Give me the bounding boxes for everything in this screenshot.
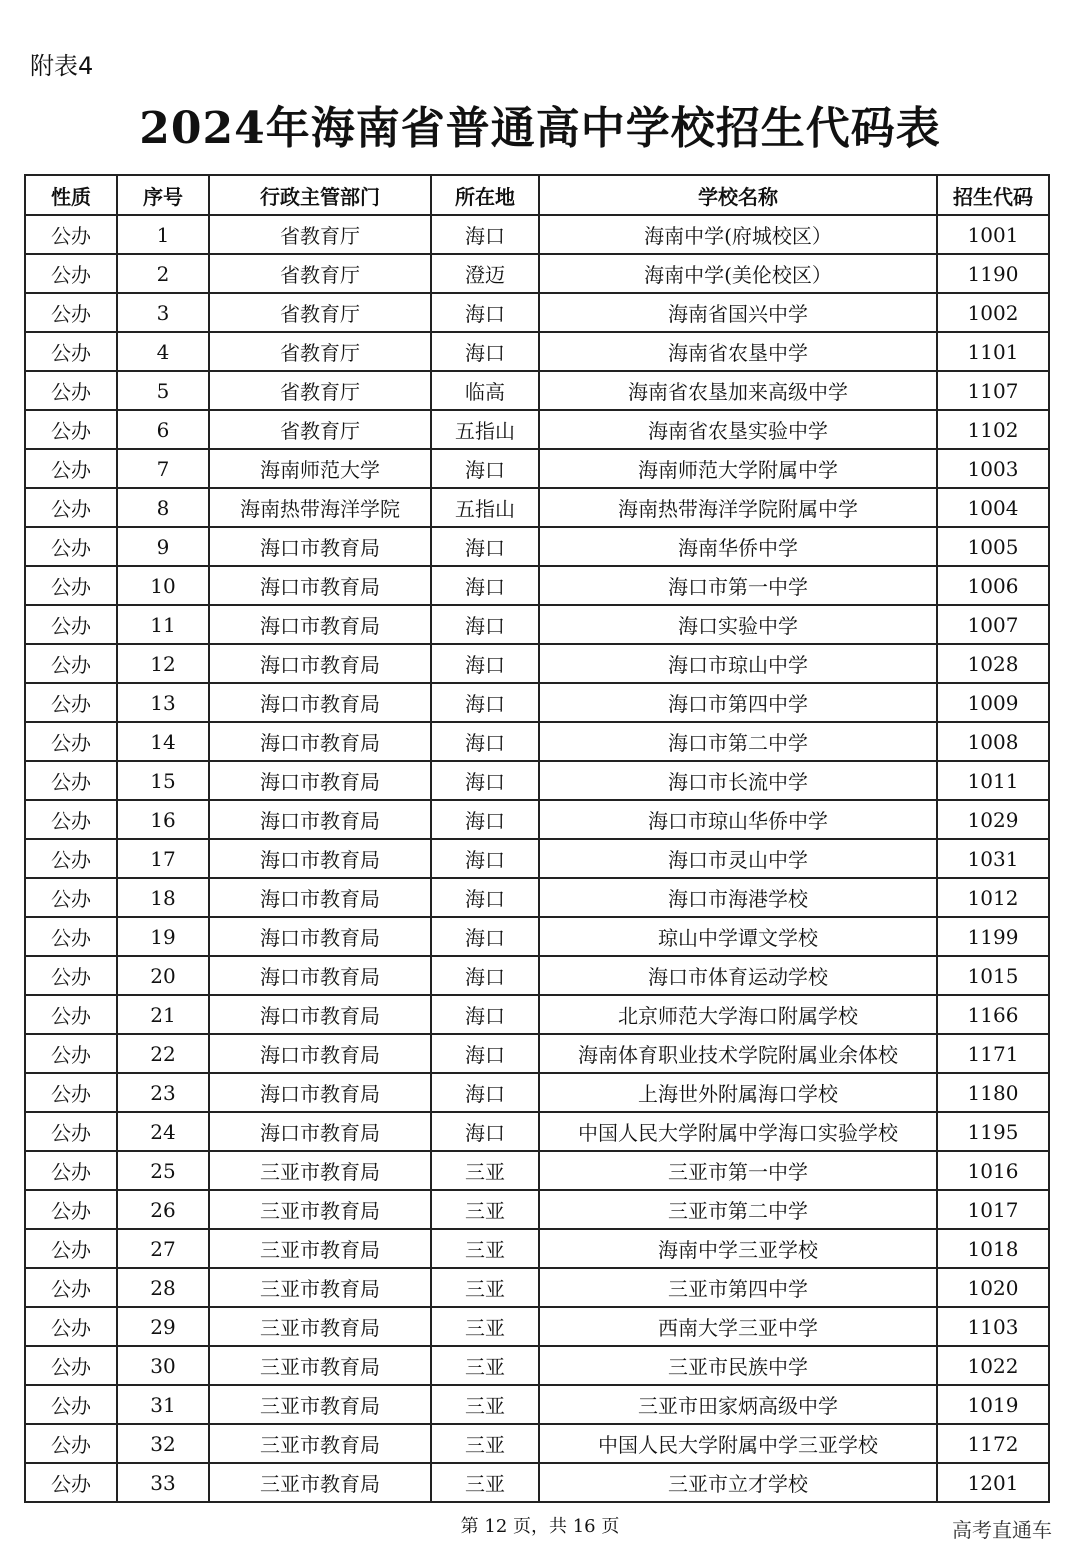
cell-department: 省教育厅 bbox=[209, 293, 431, 332]
table-row bbox=[25, 527, 1049, 566]
cell-code: 1008 bbox=[937, 722, 1049, 761]
cell-school-name: 海南省农垦加来高级中学 bbox=[539, 371, 937, 410]
table-row bbox=[25, 1268, 1049, 1307]
table-row bbox=[25, 995, 1049, 1034]
cell-nature: 公办 bbox=[25, 1034, 117, 1073]
cell-school-name: 琼山中学谭文学校 bbox=[539, 917, 937, 956]
header-index: 序号 bbox=[117, 175, 209, 215]
cell-code: 1001 bbox=[937, 215, 1049, 254]
cell-school-name: 海口市长流中学 bbox=[539, 761, 937, 800]
cell-index: 26 bbox=[117, 1190, 209, 1229]
cell-department: 省教育厅 bbox=[209, 254, 431, 293]
cell-index: 4 bbox=[117, 332, 209, 371]
cell-nature: 公办 bbox=[25, 644, 117, 683]
cell-index: 21 bbox=[117, 995, 209, 1034]
cell-school-name: 海口市琼山华侨中学 bbox=[539, 800, 937, 839]
table-row bbox=[25, 722, 1049, 761]
cell-location: 三亚 bbox=[431, 1307, 539, 1346]
cell-index: 5 bbox=[117, 371, 209, 410]
cell-index: 16 bbox=[117, 800, 209, 839]
cell-department: 海口市教育局 bbox=[209, 1034, 431, 1073]
cell-department: 海口市教育局 bbox=[209, 995, 431, 1034]
cell-department: 海口市教育局 bbox=[209, 761, 431, 800]
cell-code: 1166 bbox=[937, 995, 1049, 1034]
cell-school-name: 海口市灵山中学 bbox=[539, 839, 937, 878]
table-row bbox=[25, 371, 1049, 410]
cell-school-name: 中国人民大学附属中学三亚学校 bbox=[539, 1424, 937, 1463]
cell-nature: 公办 bbox=[25, 878, 117, 917]
table-row bbox=[25, 410, 1049, 449]
cell-index: 20 bbox=[117, 956, 209, 995]
cell-index: 22 bbox=[117, 1034, 209, 1073]
cell-school-name: 海南热带海洋学院附属中学 bbox=[539, 488, 937, 527]
cell-code: 1101 bbox=[937, 332, 1049, 371]
cell-nature: 公办 bbox=[25, 371, 117, 410]
table-row bbox=[25, 254, 1049, 293]
cell-nature: 公办 bbox=[25, 1424, 117, 1463]
table-row bbox=[25, 488, 1049, 527]
cell-nature: 公办 bbox=[25, 1151, 117, 1190]
cell-nature: 公办 bbox=[25, 566, 117, 605]
cell-code: 1002 bbox=[937, 293, 1049, 332]
cell-nature: 公办 bbox=[25, 1463, 117, 1502]
cell-department: 三亚市教育局 bbox=[209, 1229, 431, 1268]
cell-location: 临高 bbox=[431, 371, 539, 410]
header-department: 行政主管部门 bbox=[209, 175, 431, 215]
table-row bbox=[25, 1385, 1049, 1424]
appendix-label: 附表4 bbox=[30, 52, 94, 80]
cell-department: 海口市教育局 bbox=[209, 956, 431, 995]
cell-location: 五指山 bbox=[431, 410, 539, 449]
cell-code: 1107 bbox=[937, 371, 1049, 410]
header-nature: 性质 bbox=[25, 175, 117, 215]
cell-school-name: 三亚市第四中学 bbox=[539, 1268, 937, 1307]
cell-department: 三亚市教育局 bbox=[209, 1190, 431, 1229]
cell-department: 三亚市教育局 bbox=[209, 1307, 431, 1346]
cell-index: 13 bbox=[117, 683, 209, 722]
cell-code: 1003 bbox=[937, 449, 1049, 488]
cell-nature: 公办 bbox=[25, 1268, 117, 1307]
cell-index: 25 bbox=[117, 1151, 209, 1190]
cell-location: 三亚 bbox=[431, 1229, 539, 1268]
header-location: 所在地 bbox=[431, 175, 539, 215]
cell-nature: 公办 bbox=[25, 839, 117, 878]
cell-school-name: 上海世外附属海口学校 bbox=[539, 1073, 937, 1112]
cell-school-name: 海口市海港学校 bbox=[539, 878, 937, 917]
cell-department: 海口市教育局 bbox=[209, 722, 431, 761]
cell-school-name: 海口市第一中学 bbox=[539, 566, 937, 605]
cell-school-name: 海南省农垦实验中学 bbox=[539, 410, 937, 449]
cell-location: 三亚 bbox=[431, 1151, 539, 1190]
table-row bbox=[25, 917, 1049, 956]
cell-index: 23 bbox=[117, 1073, 209, 1112]
cell-location: 海口 bbox=[431, 527, 539, 566]
cell-department: 三亚市教育局 bbox=[209, 1385, 431, 1424]
cell-code: 1171 bbox=[937, 1034, 1049, 1073]
table-row bbox=[25, 761, 1049, 800]
cell-location: 三亚 bbox=[431, 1268, 539, 1307]
table-header-row bbox=[25, 175, 1049, 215]
cell-location: 海口 bbox=[431, 605, 539, 644]
table-row bbox=[25, 1346, 1049, 1385]
cell-location: 海口 bbox=[431, 1073, 539, 1112]
cell-location: 三亚 bbox=[431, 1463, 539, 1502]
cell-nature: 公办 bbox=[25, 1073, 117, 1112]
table-row bbox=[25, 449, 1049, 488]
cell-index: 6 bbox=[117, 410, 209, 449]
cell-nature: 公办 bbox=[25, 761, 117, 800]
cell-nature: 公办 bbox=[25, 1385, 117, 1424]
cell-location: 海口 bbox=[431, 800, 539, 839]
cell-code: 1195 bbox=[937, 1112, 1049, 1151]
table-row bbox=[25, 566, 1049, 605]
table-row bbox=[25, 800, 1049, 839]
cell-index: 14 bbox=[117, 722, 209, 761]
cell-code: 1017 bbox=[937, 1190, 1049, 1229]
cell-school-name: 三亚市立才学校 bbox=[539, 1463, 937, 1502]
cell-code: 1031 bbox=[937, 839, 1049, 878]
cell-location: 海口 bbox=[431, 995, 539, 1034]
cell-nature: 公办 bbox=[25, 332, 117, 371]
cell-code: 1022 bbox=[937, 1346, 1049, 1385]
cell-index: 7 bbox=[117, 449, 209, 488]
cell-nature: 公办 bbox=[25, 722, 117, 761]
cell-school-name: 海口市第四中学 bbox=[539, 683, 937, 722]
cell-nature: 公办 bbox=[25, 683, 117, 722]
table-row bbox=[25, 878, 1049, 917]
cell-index: 3 bbox=[117, 293, 209, 332]
cell-index: 8 bbox=[117, 488, 209, 527]
cell-department: 海口市教育局 bbox=[209, 1112, 431, 1151]
cell-nature: 公办 bbox=[25, 1190, 117, 1229]
cell-school-name: 三亚市田家炳高级中学 bbox=[539, 1385, 937, 1424]
cell-code: 1016 bbox=[937, 1151, 1049, 1190]
table-row bbox=[25, 1073, 1049, 1112]
cell-code: 1011 bbox=[937, 761, 1049, 800]
cell-nature: 公办 bbox=[25, 800, 117, 839]
cell-index: 19 bbox=[117, 917, 209, 956]
cell-location: 海口 bbox=[431, 722, 539, 761]
cell-department: 省教育厅 bbox=[209, 410, 431, 449]
cell-nature: 公办 bbox=[25, 449, 117, 488]
cell-location: 五指山 bbox=[431, 488, 539, 527]
page-title: 2024年海南省普通高中学校招生代码表 bbox=[139, 103, 941, 154]
cell-department: 海南热带海洋学院 bbox=[209, 488, 431, 527]
cell-location: 海口 bbox=[431, 839, 539, 878]
cell-department: 海口市教育局 bbox=[209, 917, 431, 956]
cell-nature: 公办 bbox=[25, 215, 117, 254]
cell-location: 三亚 bbox=[431, 1424, 539, 1463]
cell-nature: 公办 bbox=[25, 1112, 117, 1151]
cell-school-name: 中国人民大学附属中学海口实验学校 bbox=[539, 1112, 937, 1151]
cell-location: 三亚 bbox=[431, 1385, 539, 1424]
table-row bbox=[25, 215, 1049, 254]
cell-index: 24 bbox=[117, 1112, 209, 1151]
cell-location: 海口 bbox=[431, 878, 539, 917]
table-row bbox=[25, 683, 1049, 722]
cell-location: 海口 bbox=[431, 1112, 539, 1151]
cell-department: 海口市教育局 bbox=[209, 527, 431, 566]
table-row bbox=[25, 332, 1049, 371]
header-school-name: 学校名称 bbox=[539, 175, 937, 215]
cell-school-name: 海南体育职业技术学院附属业余体校 bbox=[539, 1034, 937, 1073]
cell-school-name: 三亚市民族中学 bbox=[539, 1346, 937, 1385]
cell-school-name: 海南中学(府城校区） bbox=[539, 215, 937, 254]
cell-school-name: 海南省农垦中学 bbox=[539, 332, 937, 371]
cell-code: 1199 bbox=[937, 917, 1049, 956]
cell-department: 海口市教育局 bbox=[209, 878, 431, 917]
cell-code: 1015 bbox=[937, 956, 1049, 995]
cell-school-name: 海南中学三亚学校 bbox=[539, 1229, 937, 1268]
cell-index: 12 bbox=[117, 644, 209, 683]
table-row bbox=[25, 293, 1049, 332]
cell-code: 1009 bbox=[937, 683, 1049, 722]
cell-index: 18 bbox=[117, 878, 209, 917]
cell-index: 1 bbox=[117, 215, 209, 254]
cell-nature: 公办 bbox=[25, 917, 117, 956]
cell-index: 33 bbox=[117, 1463, 209, 1502]
cell-code: 1004 bbox=[937, 488, 1049, 527]
cell-school-name: 北京师范大学海口附属学校 bbox=[539, 995, 937, 1034]
cell-index: 29 bbox=[117, 1307, 209, 1346]
cell-code: 1007 bbox=[937, 605, 1049, 644]
cell-school-name: 海口市体育运动学校 bbox=[539, 956, 937, 995]
cell-index: 17 bbox=[117, 839, 209, 878]
table-row bbox=[25, 839, 1049, 878]
cell-nature: 公办 bbox=[25, 1307, 117, 1346]
cell-nature: 公办 bbox=[25, 527, 117, 566]
cell-code: 1102 bbox=[937, 410, 1049, 449]
cell-code: 1028 bbox=[937, 644, 1049, 683]
table-row bbox=[25, 1034, 1049, 1073]
cell-location: 海口 bbox=[431, 566, 539, 605]
cell-department: 海口市教育局 bbox=[209, 566, 431, 605]
cell-location: 海口 bbox=[431, 644, 539, 683]
cell-department: 省教育厅 bbox=[209, 215, 431, 254]
cell-school-name: 西南大学三亚中学 bbox=[539, 1307, 937, 1346]
cell-index: 11 bbox=[117, 605, 209, 644]
cell-department: 三亚市教育局 bbox=[209, 1151, 431, 1190]
cell-location: 海口 bbox=[431, 683, 539, 722]
table-row bbox=[25, 1424, 1049, 1463]
cell-nature: 公办 bbox=[25, 995, 117, 1034]
table-row bbox=[25, 644, 1049, 683]
cell-location: 海口 bbox=[431, 215, 539, 254]
cell-nature: 公办 bbox=[25, 293, 117, 332]
table-row bbox=[25, 1112, 1049, 1151]
cell-department: 省教育厅 bbox=[209, 371, 431, 410]
cell-index: 27 bbox=[117, 1229, 209, 1268]
page-footer: 第 12 页，共 16 页 bbox=[460, 1516, 620, 1537]
cell-index: 32 bbox=[117, 1424, 209, 1463]
cell-department: 海口市教育局 bbox=[209, 800, 431, 839]
cell-index: 9 bbox=[117, 527, 209, 566]
cell-school-name: 三亚市第二中学 bbox=[539, 1190, 937, 1229]
cell-location: 海口 bbox=[431, 332, 539, 371]
cell-school-name: 海南华侨中学 bbox=[539, 527, 937, 566]
cell-department: 三亚市教育局 bbox=[209, 1463, 431, 1502]
cell-location: 海口 bbox=[431, 449, 539, 488]
cell-location: 海口 bbox=[431, 761, 539, 800]
cell-location: 澄迈 bbox=[431, 254, 539, 293]
cell-location: 海口 bbox=[431, 917, 539, 956]
cell-location: 海口 bbox=[431, 1034, 539, 1073]
cell-index: 15 bbox=[117, 761, 209, 800]
table-row bbox=[25, 605, 1049, 644]
cell-index: 31 bbox=[117, 1385, 209, 1424]
cell-location: 三亚 bbox=[431, 1190, 539, 1229]
cell-index: 30 bbox=[117, 1346, 209, 1385]
cell-department: 省教育厅 bbox=[209, 332, 431, 371]
cell-department: 海口市教育局 bbox=[209, 683, 431, 722]
table-row bbox=[25, 1307, 1049, 1346]
cell-nature: 公办 bbox=[25, 956, 117, 995]
cell-location: 三亚 bbox=[431, 1346, 539, 1385]
cell-school-name: 海口市第二中学 bbox=[539, 722, 937, 761]
cell-department: 海南师范大学 bbox=[209, 449, 431, 488]
watermark: 高考直通车 bbox=[952, 1518, 1052, 1542]
cell-code: 1029 bbox=[937, 800, 1049, 839]
header-code: 招生代码 bbox=[937, 175, 1049, 215]
cell-nature: 公办 bbox=[25, 605, 117, 644]
cell-code: 1019 bbox=[937, 1385, 1049, 1424]
table-row bbox=[25, 1190, 1049, 1229]
cell-code: 1018 bbox=[937, 1229, 1049, 1268]
cell-department: 海口市教育局 bbox=[209, 644, 431, 683]
cell-code: 1103 bbox=[937, 1307, 1049, 1346]
cell-department: 三亚市教育局 bbox=[209, 1346, 431, 1385]
school-code-table bbox=[24, 174, 1050, 1503]
cell-code: 1190 bbox=[937, 254, 1049, 293]
cell-code: 1005 bbox=[937, 527, 1049, 566]
cell-nature: 公办 bbox=[25, 488, 117, 527]
cell-department: 海口市教育局 bbox=[209, 605, 431, 644]
table-row bbox=[25, 956, 1049, 995]
cell-code: 1012 bbox=[937, 878, 1049, 917]
cell-nature: 公办 bbox=[25, 1229, 117, 1268]
cell-code: 1006 bbox=[937, 566, 1049, 605]
cell-index: 10 bbox=[117, 566, 209, 605]
cell-code: 1172 bbox=[937, 1424, 1049, 1463]
cell-code: 1020 bbox=[937, 1268, 1049, 1307]
table-body bbox=[25, 215, 1049, 1502]
cell-location: 海口 bbox=[431, 956, 539, 995]
cell-nature: 公办 bbox=[25, 254, 117, 293]
cell-department: 海口市教育局 bbox=[209, 839, 431, 878]
cell-school-name: 海口市琼山中学 bbox=[539, 644, 937, 683]
table-row bbox=[25, 1151, 1049, 1190]
cell-index: 2 bbox=[117, 254, 209, 293]
cell-department: 三亚市教育局 bbox=[209, 1268, 431, 1307]
cell-school-name: 海口实验中学 bbox=[539, 605, 937, 644]
cell-school-name: 三亚市第一中学 bbox=[539, 1151, 937, 1190]
cell-index: 28 bbox=[117, 1268, 209, 1307]
table-row bbox=[25, 1229, 1049, 1268]
cell-department: 三亚市教育局 bbox=[209, 1424, 431, 1463]
cell-school-name: 海南师范大学附属中学 bbox=[539, 449, 937, 488]
cell-code: 1180 bbox=[937, 1073, 1049, 1112]
cell-code: 1201 bbox=[937, 1463, 1049, 1502]
cell-department: 海口市教育局 bbox=[209, 1073, 431, 1112]
cell-nature: 公办 bbox=[25, 1346, 117, 1385]
cell-nature: 公办 bbox=[25, 410, 117, 449]
cell-school-name: 海南中学(美伦校区） bbox=[539, 254, 937, 293]
cell-school-name: 海南省国兴中学 bbox=[539, 293, 937, 332]
table-row bbox=[25, 1463, 1049, 1502]
cell-location: 海口 bbox=[431, 293, 539, 332]
